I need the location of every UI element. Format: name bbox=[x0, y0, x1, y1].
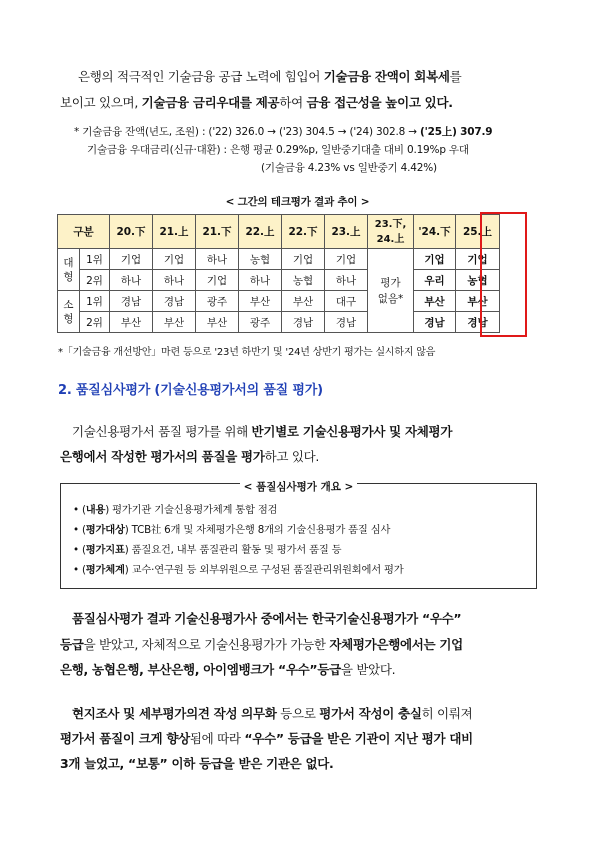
table-cell: 농협 bbox=[239, 249, 282, 270]
intro-line-2 bbox=[60, 93, 453, 111]
table-cell: 경남 bbox=[325, 312, 368, 333]
closing-emphasis: “우수” 등급을 받은 기관이 지난 평가 대비 bbox=[244, 731, 473, 746]
table-header-cell: 21.下 bbox=[196, 215, 239, 249]
no-evaluation-cell: 평가 없음* bbox=[368, 249, 414, 333]
table-cell: 기업 bbox=[325, 249, 368, 270]
overview-item-prefix: • ( bbox=[73, 544, 86, 556]
table-cell: 하나 bbox=[110, 270, 153, 291]
closing-emphasis: 평가서 작성이 충실 bbox=[319, 706, 422, 721]
group-label-large: 대 형 bbox=[58, 249, 80, 291]
table-cell: 부산 bbox=[414, 291, 456, 312]
table-header-cell: 20.下 bbox=[110, 215, 153, 249]
closing-line-2 bbox=[60, 729, 473, 747]
table-cell: 부산 bbox=[282, 291, 325, 312]
table-cell: 우리 bbox=[414, 270, 456, 291]
table-cell: 하나 bbox=[153, 270, 196, 291]
table-cell: 부산 bbox=[110, 312, 153, 333]
table-footnote: *「기술금융 개선방안」마련 등으로 '23년 하반기 및 '24년 상반기 평가는 실시하지 않음 bbox=[58, 347, 436, 358]
table-cell: 부산 bbox=[239, 291, 282, 312]
rank-cell: 2위 bbox=[80, 312, 110, 333]
table-cell: 광주 bbox=[196, 291, 239, 312]
section2-line-2 bbox=[60, 447, 319, 465]
table-row bbox=[58, 291, 500, 312]
table-cell: 기업 bbox=[196, 270, 239, 291]
footnote-line-1 bbox=[74, 124, 492, 139]
table-header-cell: '24.下 bbox=[414, 215, 456, 249]
closing-emphasis: 현지조사 및 세부평가의견 작성 의무화 bbox=[72, 706, 277, 721]
table-row bbox=[58, 249, 500, 270]
result-line-1: 품질심사평가 결과 기술신용평가사 중에서는 한국기술신용평가가 “우수” bbox=[72, 611, 462, 626]
table-cell: 경남 bbox=[456, 312, 500, 333]
table-cell: 농협 bbox=[282, 270, 325, 291]
intro-line-1 bbox=[78, 67, 461, 85]
section-heading: 2. 품질심사평가 (기술신용평가서의 품질 평가) bbox=[58, 383, 323, 398]
overview-box-title bbox=[61, 475, 536, 494]
result-line-3 bbox=[60, 660, 395, 678]
table-cell: 경남 bbox=[414, 312, 456, 333]
table-cell: 하나 bbox=[325, 270, 368, 291]
table-header-row bbox=[58, 215, 500, 249]
table-cell: 부산 bbox=[456, 291, 500, 312]
intro-text: 하여 bbox=[279, 95, 307, 110]
table-cell: 기업 bbox=[414, 249, 456, 270]
closing-line-3: 3개 늘었고, “보통” 이하 등급을 받은 기관은 없다. bbox=[60, 756, 334, 771]
overview-item-prefix: • ( bbox=[73, 504, 86, 516]
overview-item-text: ) 평가기관 기술신용평가체계 통합 점검 bbox=[105, 504, 278, 516]
closing-text: 등으로 bbox=[276, 706, 320, 721]
result-text: 을 받았다. bbox=[340, 662, 396, 677]
overview-item-prefix: • ( bbox=[73, 564, 86, 576]
overview-item-text: ) 품질요건, 내부 품질관리 활동 및 평가서 품질 등 bbox=[124, 544, 342, 556]
table-header-cell: 21.上 bbox=[153, 215, 196, 249]
table-cell: 기업 bbox=[110, 249, 153, 270]
closing-emphasis: 평가서 품질이 크게 향상 bbox=[60, 731, 190, 746]
overview-box bbox=[60, 483, 537, 589]
rank-cell: 1위 bbox=[80, 291, 110, 312]
footnote-line-2: 기술금융 우대금리(신규·대환) : 은행 평균 0.29%p, 일반중기대출 대비 0.19%p 우대 bbox=[87, 144, 469, 156]
table-cell: 대구 bbox=[325, 291, 368, 312]
overview-item-key: 내용 bbox=[85, 504, 106, 516]
table-cell: 기업 bbox=[456, 249, 500, 270]
intro-emphasis: 기술금융 금리우대를 제공 bbox=[141, 95, 280, 110]
closing-text: 히 이뤄져 bbox=[421, 706, 473, 721]
result-emphasis: 등급 bbox=[60, 637, 84, 652]
table-cell: 부산 bbox=[196, 312, 239, 333]
section2-emphasis: 은행에서 작성한 평가서의 품질을 평가 bbox=[60, 449, 265, 464]
intro-emphasis: 금융 접근성을 높이고 있다. bbox=[306, 95, 453, 110]
footnote-emphasis: ('25上) 307.9 bbox=[419, 126, 493, 138]
table-header-cell: 23.上 bbox=[325, 215, 368, 249]
group-label-small: 소 형 bbox=[58, 291, 80, 333]
table-cell: 농협 bbox=[456, 270, 500, 291]
section2-line-1 bbox=[72, 422, 452, 440]
table-header-cell: 23.下, 24.上 bbox=[368, 215, 414, 249]
overview-item-key: 평가체계 bbox=[85, 564, 125, 576]
table-header-cell: 25.上 bbox=[456, 215, 500, 249]
intro-emphasis: 기술금융 잔액이 회복세 bbox=[323, 69, 450, 84]
overview-item-prefix: • ( bbox=[73, 524, 86, 536]
overview-item-text: ) TCB社 6개 및 자체평가은행 8개의 기술신용평가 품질 심사 bbox=[124, 524, 391, 536]
overview-item bbox=[73, 501, 277, 516]
table-row bbox=[58, 312, 500, 333]
closing-line-1 bbox=[72, 704, 472, 722]
overview-item bbox=[73, 561, 404, 576]
latest-column-highlight bbox=[480, 212, 527, 337]
section2-emphasis: 반기별로 기술신용평가사 및 자체평가 bbox=[251, 424, 453, 439]
table-header-cell: 구분 bbox=[58, 215, 110, 249]
table-cell: 광주 bbox=[239, 312, 282, 333]
table-header-cell: 22.下 bbox=[282, 215, 325, 249]
overview-item-key: 평가지표 bbox=[85, 544, 125, 556]
footnote-line-3: (기술금융 4.23% vs 일반중기 4.42%) bbox=[261, 162, 437, 174]
table-caption: < 그간의 테크평가 결과 추이 > bbox=[225, 196, 370, 208]
table-cell: 부산 bbox=[153, 312, 196, 333]
result-line-2 bbox=[60, 635, 463, 653]
overview-item-text: ) 교수·연구원 등 외부위원으로 구성된 품질관리위원회에서 평가 bbox=[124, 564, 404, 576]
table-row bbox=[58, 270, 500, 291]
closing-text: 됨에 따라 bbox=[189, 731, 245, 746]
overview-item bbox=[73, 541, 341, 556]
result-text: 을 받았고, 자체적으로 기술신용평가가 가능한 bbox=[83, 637, 330, 652]
table-cell: 경남 bbox=[282, 312, 325, 333]
table-cell: 기업 bbox=[153, 249, 196, 270]
table-cell: 경남 bbox=[153, 291, 196, 312]
intro-text: 를 bbox=[449, 69, 462, 84]
tech-evaluation-table bbox=[57, 214, 500, 333]
result-emphasis: 자체평가은행에서는 기업 bbox=[329, 637, 463, 652]
rank-cell: 2위 bbox=[80, 270, 110, 291]
section2-text: 하고 있다. bbox=[264, 449, 320, 464]
footnote-text: * 기술금융 잔액(년도, 조원) : ('22) 326.0 → ('23) 304.5 → ('24) 302.8 → bbox=[74, 126, 420, 138]
intro-text: 은행의 적극적인 기술금융 공급 노력에 힘입어 bbox=[78, 69, 324, 84]
rank-cell: 1위 bbox=[80, 249, 110, 270]
table-cell: 경남 bbox=[110, 291, 153, 312]
result-emphasis: 은행, 농협은행, 부산은행, 아이엠뱅크가 “우수”등급 bbox=[60, 662, 341, 677]
table-header-cell: 22.上 bbox=[239, 215, 282, 249]
table-cell: 하나 bbox=[196, 249, 239, 270]
table-cell: 기업 bbox=[282, 249, 325, 270]
table-cell: 하나 bbox=[239, 270, 282, 291]
section2-text: 기술신용평가서 품질 평가를 위해 bbox=[72, 424, 252, 439]
overview-box-title-text: < 품질심사평가 개요 > bbox=[240, 481, 358, 493]
overview-item bbox=[73, 521, 390, 536]
overview-item-key: 평가대상 bbox=[85, 524, 125, 536]
intro-text: 보이고 있으며, bbox=[60, 95, 142, 110]
